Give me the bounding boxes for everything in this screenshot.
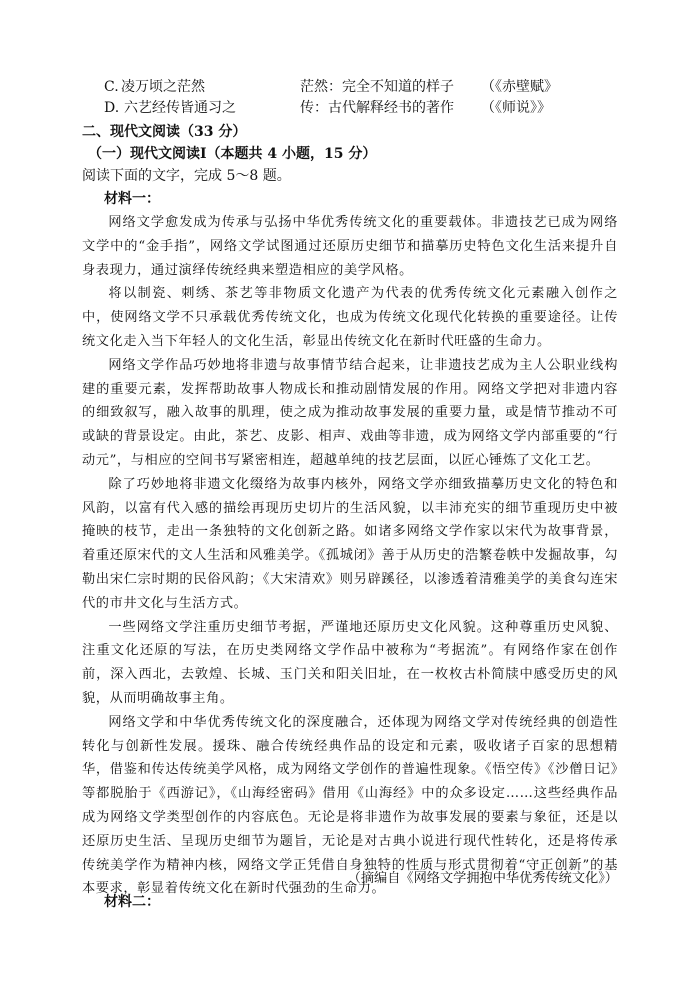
paragraph-5: 一些网络文学注重历史细节考据，严谨地还原历史文化风貌。这种尊重历史风貌、注重文化还原的写法，在历史类网络文学作品中被称为“考据流”。有网络作家在创作前，深入西北，去敦煌、长城、玉门关和阳关旧址，在一枚枚古朴简牍中感受历史的风貌，从而明确故事主角。 (82, 619, 618, 706)
material-one-label: 材料一： (104, 191, 160, 207)
option-d-letter: D. (104, 100, 120, 116)
paragraph-2: 将以制瓷、刺绣、茶艺等非物质文化遗产为代表的优秀传统文化元素融入创作之中，使网络文学不只承载优秀传统文化，也成为传统文化现代化转换的重要途径。让传统文化走入当下年轻人的文化生活，彰显出传统文化在新时代旺盛的生命力。 (82, 286, 618, 349)
option-d-meaning: 传：古代解释经书的著作 (300, 100, 454, 116)
instruction-text: 阅读下面的文字，完成 5～8 题。 (82, 168, 291, 184)
paragraph-3: 网络文学作品巧妙地将非遗与故事情节结合起来，让非遗技艺成为主人公职业线构建的重要元素，发挥帮助故事人物成长和推动剧情发展的作用。网络文学把对非遗内容的细致叙写，融入故事的肌理，使之成为推动故事发展的重要力量，或是情节推动不可或缺的背景设定。由此，茶艺、皮影、相声、戏曲等非遗，成为网络文学内部重要的“行动元”，与相应的空间书写紧密相连，超越单纯的技艺层面，以匠心锤炼了文化工艺。 (82, 357, 618, 468)
option-c-source: （《赤壁赋》 (481, 79, 558, 95)
paragraph-4: 除了巧妙地将非遗文化缀络为故事内核外，网络文学亦细致描摹历史文化的特色和风韵，以富有代入感的描绘再现历史切片的生活风貌，以丰沛充实的细节重现历史中被掩映的枝节，走出一条独特的文化创新之路。如诸多网络文学作家以宋代为故事背景，着重还原宋代的文人生活和风雅美学。《孤城闭》善于从历史的浩繁卷帙中发掘故事，勾勒出宋仁宗时期的民俗风韵；《大宋清欢》则另辟蹊径，以渗透着清雅美学的美食勾连宋代的市井文化与生活方式。 (82, 476, 618, 611)
paragraph-6: 网络文学和中华优秀传统文化的深度融合，还体现为网络文学对传统经典的创造性转化与创新性发展。援珠、融合传统经典作品的设定和元素，吸收诸子百家的思想精华，借鉴和传达传统美学风格，成为网络文学创作的普遍性现象。《悟空传》《沙僧日记》等都脱胎于《西游记》，《山海经密码》借用《山海经》中的众多设定……这些经典作品成为网络文学类型创作的内容底色。无论是将非遗作为故事发展的要素与象征，还是以还原历史生活、呈现历史细节为题旨，无论是对古典小说进行现代性转化，还是将传承传统美学作为精神内核，网络文学正凭借自身独特的性质与形式贯彻着“守正创新”的基本要求，彰显着传统文化在新时代强劲的生命力。 (82, 714, 618, 897)
paragraph-1: 网络文学愈发成为传承与弘扬中华优秀传统文化的重要载体。非遗技艺已成为网络文学中的“金手指”，网络文学试图通过还原历史细节和描摹历史特色文化生活来提升自身表现力，通过演绎传统经典来塑造相应的美学风格。 (82, 215, 618, 278)
material-two-label: 材料二： (104, 894, 160, 910)
material-one-body (82, 211, 618, 901)
option-c-letter: C. (104, 79, 119, 95)
section-heading: 二、现代文阅读（33 分） (82, 124, 247, 140)
option-c-meaning: 茫然：完全不知道的样子 (300, 79, 454, 95)
option-d-text: 六艺经传皆通习之 (124, 100, 236, 116)
source-note: （摘编自《网络文学拥抱中华优秀传统文化》） (347, 871, 618, 886)
subsection-heading: （一）现代文阅读Ⅰ（本题共 4 小题，15 分） (88, 146, 377, 162)
option-c-text: 凌万顷之茫然 (121, 79, 205, 95)
option-d-source: （《师说》》 (481, 100, 551, 116)
